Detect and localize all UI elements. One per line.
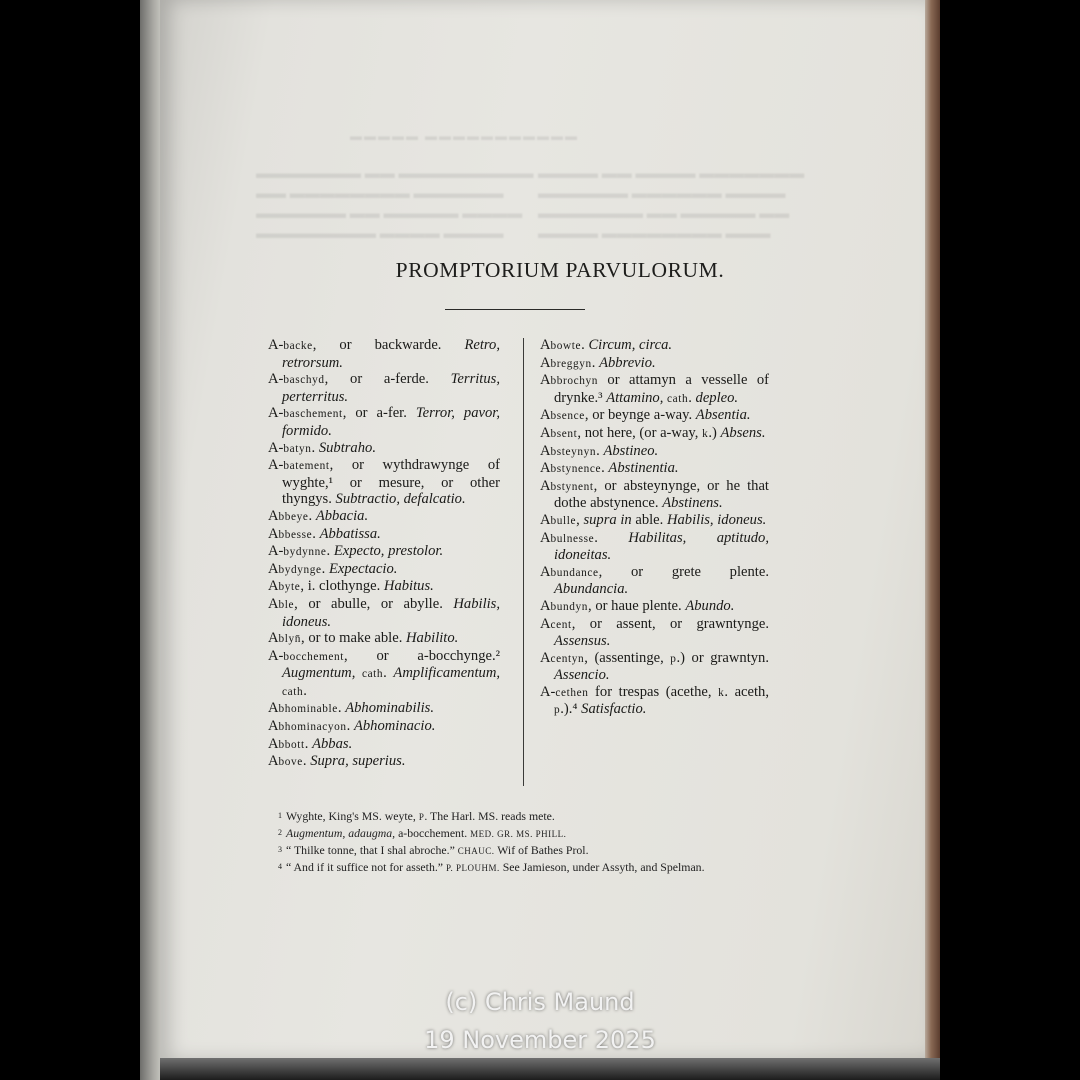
small-caps-text: CHAUC. [457, 846, 495, 856]
entry-text: See Jamieson, under Assyth, and Spelman. [499, 860, 705, 874]
entry-text: A- [268, 405, 284, 422]
entry-text: , or a-ferde. [324, 371, 451, 388]
footnote-number: 1 [278, 811, 282, 820]
small-caps-text: bulle [550, 514, 577, 527]
dictionary-entry [540, 355, 769, 373]
dictionary-entry [268, 700, 500, 718]
dictionary-entry [268, 753, 500, 771]
latin-gloss: Expectacio. [328, 560, 398, 577]
entry-text: , or beynge a-way. [584, 407, 696, 424]
dictionary-entry [540, 372, 769, 407]
entry-text: A [268, 630, 279, 647]
dictionary-entry [268, 543, 500, 561]
small-caps-text: bsent [550, 427, 578, 440]
small-caps-text: cath [282, 685, 304, 698]
dictionary-entry [268, 561, 500, 579]
entry-text: . [302, 753, 311, 770]
entry-text: A [540, 563, 551, 580]
dictionary-entry [540, 598, 769, 616]
entry-text: , or haue plente. [588, 597, 686, 614]
dictionary-entry [268, 371, 500, 405]
watermark-date: 19 November 2025 [424, 1026, 656, 1054]
latin-gloss: depleo. [695, 389, 739, 406]
small-caps-text: MED. GR. MS. PHILL. [470, 829, 567, 839]
entry-text: . [594, 529, 629, 546]
entry-text: . [596, 442, 604, 459]
entry-text: A [268, 578, 279, 595]
latin-gloss: Attamino, [606, 389, 668, 406]
entry-text: . [346, 718, 354, 735]
entry-text: . [601, 460, 609, 477]
latin-gloss: Absens. [720, 424, 766, 441]
small-caps-text: p [670, 652, 677, 665]
small-caps-text: blyn̄ [278, 633, 302, 646]
dictionary-entry [540, 512, 769, 530]
footnote [266, 859, 771, 876]
entry-text: , or grete plente. [598, 563, 769, 580]
small-caps-text: bstynent [550, 480, 594, 493]
right-column [540, 337, 769, 719]
dictionary-entry [540, 564, 769, 598]
entry-text: a-bocchement. [395, 826, 471, 840]
entry-text: for trespas (acethe, [588, 683, 719, 700]
entry-text: A [540, 354, 551, 371]
entry-text: .) [708, 424, 721, 441]
entry-text: . aceth, [724, 683, 769, 700]
latin-gloss: Terror, pavor, formido. [282, 405, 500, 439]
entry-text: .) or grawntyn. [676, 649, 769, 666]
entry-text: . [591, 354, 600, 371]
entry-text: , or assent, or grawntynge. [571, 615, 769, 632]
entry-text: A [540, 511, 551, 528]
entry-text: , or to make able. [301, 630, 406, 647]
small-caps-text: bbott [278, 738, 305, 751]
latin-gloss: Habilis, idoneus. [666, 511, 767, 528]
entry-text: A [540, 337, 551, 353]
entry-text: A [268, 718, 279, 735]
entry-text: , i. clothynge. [300, 578, 384, 595]
dictionary-entry [540, 425, 769, 443]
small-caps-text: cethen [555, 686, 589, 699]
dictionary-entry [540, 337, 769, 355]
dictionary-entry [540, 650, 769, 684]
dictionary-entry [268, 578, 500, 596]
small-caps-text: centyn [550, 652, 585, 665]
small-caps-text: bove [278, 756, 303, 769]
small-caps-text: breggyn [550, 357, 592, 370]
latin-gloss: supra in [583, 511, 632, 528]
latin-gloss: Habilito. [406, 630, 459, 647]
dictionary-entry [268, 526, 500, 544]
entry-text: A- [268, 337, 284, 353]
small-caps-text: bydynge [278, 563, 322, 576]
small-caps-text: k [718, 686, 725, 699]
dictionary-entry [540, 616, 769, 650]
entry-text: A [540, 597, 551, 614]
footnote [266, 808, 771, 825]
entry-text: “ And if it suffice not for asseth.” [286, 860, 446, 874]
small-caps-text: p [554, 704, 561, 717]
small-caps-text: bowte [550, 340, 582, 352]
entry-text: A [540, 615, 551, 632]
entry-text: A- [268, 647, 284, 664]
small-caps-text: bundyn [550, 600, 589, 613]
latin-gloss: Habilitas, aptitudo, idoneitas. [554, 529, 770, 564]
latin-gloss: Retro, retrorsum. [282, 337, 500, 371]
small-caps-text: baschyd [283, 374, 325, 387]
left-column [268, 337, 500, 771]
small-caps-text: P [418, 812, 425, 822]
dictionary-entry [268, 630, 500, 648]
dictionary-entry [540, 684, 769, 719]
small-caps-text: bsence [550, 410, 585, 423]
entry-text: A [540, 649, 551, 666]
entry-text: A- [540, 683, 556, 700]
footnote-number: 3 [278, 845, 282, 854]
latin-gloss: Abbrevio. [599, 354, 656, 371]
entry-text: A [540, 372, 551, 389]
entry-text: able. [631, 511, 667, 528]
latin-gloss: Abbas. [312, 735, 353, 752]
entry-text: . [311, 439, 319, 456]
entry-text: A [540, 477, 551, 494]
show-through-text: ▬▬▬▬ ▬▬ ▬▬▬▬ ▬▬▬▬▬▬▬ ▬▬▬▬▬▬ ▬▬▬▬▬▬ ▬▬▬▬ ▬▬▬▬▬▬▬ ▬▬ ▬▬▬▬▬ ▬▬ ▬▬▬▬ ▬▬▬▬▬▬▬▬ ▬▬▬ [538, 166, 805, 242]
entry-text: . [308, 507, 316, 524]
entry-text: Wyghte, King's MS. weyte, [286, 809, 419, 823]
entry-text: A [540, 424, 551, 441]
dictionary-entry [540, 460, 769, 478]
page-bottom-edge [160, 1058, 940, 1080]
small-caps-text: bbrochyn [550, 375, 599, 388]
latin-gloss: Territus, perterritus. [282, 371, 500, 405]
dictionary-entry [268, 596, 500, 630]
entry-text: A- [268, 457, 284, 474]
entry-text: A [268, 753, 279, 770]
entry-text: A- [268, 371, 284, 388]
dictionary-entry [540, 530, 769, 564]
small-caps-text: backe [283, 340, 313, 352]
entry-text: . [688, 389, 696, 406]
entry-text: . [321, 560, 329, 577]
dictionary-entry [268, 457, 500, 508]
entry-text: A [268, 700, 279, 717]
entry-text: . [312, 525, 320, 542]
entry-text: , not here, (or a-way, [577, 424, 703, 441]
page-title: PROMPTORIUM PARVULORUM. [395, 258, 725, 282]
latin-gloss: Abstinentia. [608, 460, 679, 477]
small-caps-text: cath [361, 668, 384, 681]
small-caps-text: P. PLOUHM. [445, 863, 500, 873]
small-caps-text: bhominacyon [278, 721, 347, 734]
latin-gloss: Abhominabilis. [345, 700, 434, 717]
footnote [266, 842, 771, 859]
entry-text: A [268, 525, 279, 542]
small-caps-text: bbesse [278, 528, 313, 541]
small-caps-text: bbeye [278, 510, 309, 523]
entry-text: . [581, 337, 589, 353]
latin-gloss: Absentia. [695, 407, 751, 424]
small-caps-text: bhominable [278, 703, 338, 716]
show-through-text: ▬▬▬▬▬▬▬ ▬▬ ▬▬▬▬▬▬▬▬▬ ▬▬ ▬▬▬▬▬▬▬▬ ▬▬▬▬▬▬ ▬▬▬▬▬▬ ▬▬ ▬▬▬▬▬ ▬▬▬▬ ▬▬▬▬▬▬▬▬ ▬▬▬▬ ▬▬▬▬ [256, 166, 534, 242]
latin-gloss: Assensus. [554, 633, 611, 650]
entry-text: A [268, 507, 279, 524]
entry-text: A [268, 560, 279, 577]
latin-gloss: Assencio. [554, 667, 610, 684]
entry-text: .).⁴ [560, 701, 582, 718]
small-caps-text: bulnesse [550, 532, 595, 545]
entry-text: A- [268, 543, 284, 560]
entry-text: A [540, 407, 551, 424]
latin-gloss: Subtraho. [318, 439, 376, 456]
entry-text: A [268, 735, 279, 752]
entry-text: Wif of Bathes Prol. [494, 843, 589, 857]
small-caps-text: cent [550, 618, 572, 631]
entry-text: . [304, 735, 313, 752]
entry-text: A [540, 529, 551, 546]
dictionary-entry [268, 736, 500, 754]
entry-text: A [268, 595, 279, 612]
entry-text: , (assentinge, [584, 649, 671, 666]
latin-gloss: Habilis, idoneus. [282, 595, 500, 630]
small-caps-text: ble [278, 598, 295, 611]
latin-gloss: Abstineo. [603, 442, 659, 459]
entry-text: . The Harl. MS. reads mete. [424, 809, 555, 823]
small-caps-text: k [702, 427, 709, 440]
dictionary-entry [540, 443, 769, 461]
entry-text: or attamyn a vesselle of drynke.³ [554, 372, 769, 406]
entry-text: , or abulle, or abylle. [294, 595, 454, 612]
latin-gloss: Expecto, prestolor. [333, 543, 444, 560]
small-caps-text: batyn [283, 442, 312, 455]
small-caps-text: bstynence [550, 463, 602, 476]
entry-text: . [383, 665, 394, 682]
latin-gloss: Abundo. [685, 597, 735, 614]
latin-gloss: Amplificamentum, [393, 665, 501, 682]
watermark-copyright: (c) Chris Maund [445, 988, 635, 1016]
entry-text: . [326, 543, 334, 560]
entry-text: , or absteynynge, or he that dothe abstynence. [554, 477, 769, 512]
small-caps-text: bundance [550, 566, 599, 579]
latin-gloss: Abbatissa. [319, 525, 381, 542]
entry-text: . [303, 682, 307, 699]
dictionary-entry [268, 405, 500, 439]
dictionary-entry [268, 337, 500, 371]
small-caps-text: bocchement [283, 650, 344, 663]
entry-text: A [540, 442, 551, 459]
entry-text: A- [268, 439, 284, 456]
dictionary-entry [268, 440, 500, 458]
small-caps-text: bsteynyn [550, 445, 597, 458]
footnote-number: 2 [278, 828, 282, 837]
latin-gloss: Abstinens. [662, 495, 723, 512]
entry-text: , [576, 511, 584, 528]
small-caps-text: batement [283, 460, 330, 473]
latin-gloss: Supra, superius. [310, 753, 406, 770]
dictionary-entry [268, 508, 500, 526]
latin-gloss: Abundancia. [554, 581, 629, 598]
latin-gloss: Habitus. [383, 578, 434, 595]
footnote-number: 4 [278, 862, 282, 871]
latin-gloss: Abhominacio. [353, 718, 436, 735]
latin-gloss: Abbacia. [315, 507, 369, 524]
dictionary-entry [268, 648, 500, 701]
entry-text: , or backwarde. [312, 337, 465, 353]
small-caps-text: byte [278, 581, 301, 594]
entry-text: , or a-fer. [342, 405, 416, 422]
dictionary-entry [540, 478, 769, 512]
entry-text: . [337, 700, 346, 717]
small-caps-text: bydynne [283, 546, 327, 559]
latin-gloss: Subtractio, defalcatio. [335, 491, 466, 508]
column-divider [523, 338, 524, 786]
book-spine [140, 0, 162, 1080]
small-caps-text: baschement [283, 408, 343, 421]
entry-text: A [540, 460, 551, 477]
entry-text: , or wythdrawynge of wyghte,¹ or mesure, or other thyngys. [282, 457, 500, 508]
dictionary-entry [540, 407, 769, 425]
latin-gloss: Satisfactio. [581, 701, 647, 718]
latin-gloss: Augmentum, adaugma, [286, 826, 396, 840]
latin-gloss: Circum, circa. [588, 337, 673, 353]
footnote [266, 825, 771, 842]
book-edge [925, 0, 940, 1080]
footnotes [266, 808, 771, 876]
entry-text: “ Thilke tonne, that I shal abroche.” [286, 843, 458, 857]
latin-gloss: Augmentum, [282, 665, 362, 682]
entry-text: , or a-bocchynge.² [343, 647, 500, 664]
small-caps-text: cath [667, 392, 689, 405]
dictionary-entry [268, 718, 500, 736]
title-rule [445, 309, 585, 310]
show-through-text: ▬▬▬▬▬ ▬▬▬▬▬▬▬▬▬▬▬ [350, 129, 579, 143]
